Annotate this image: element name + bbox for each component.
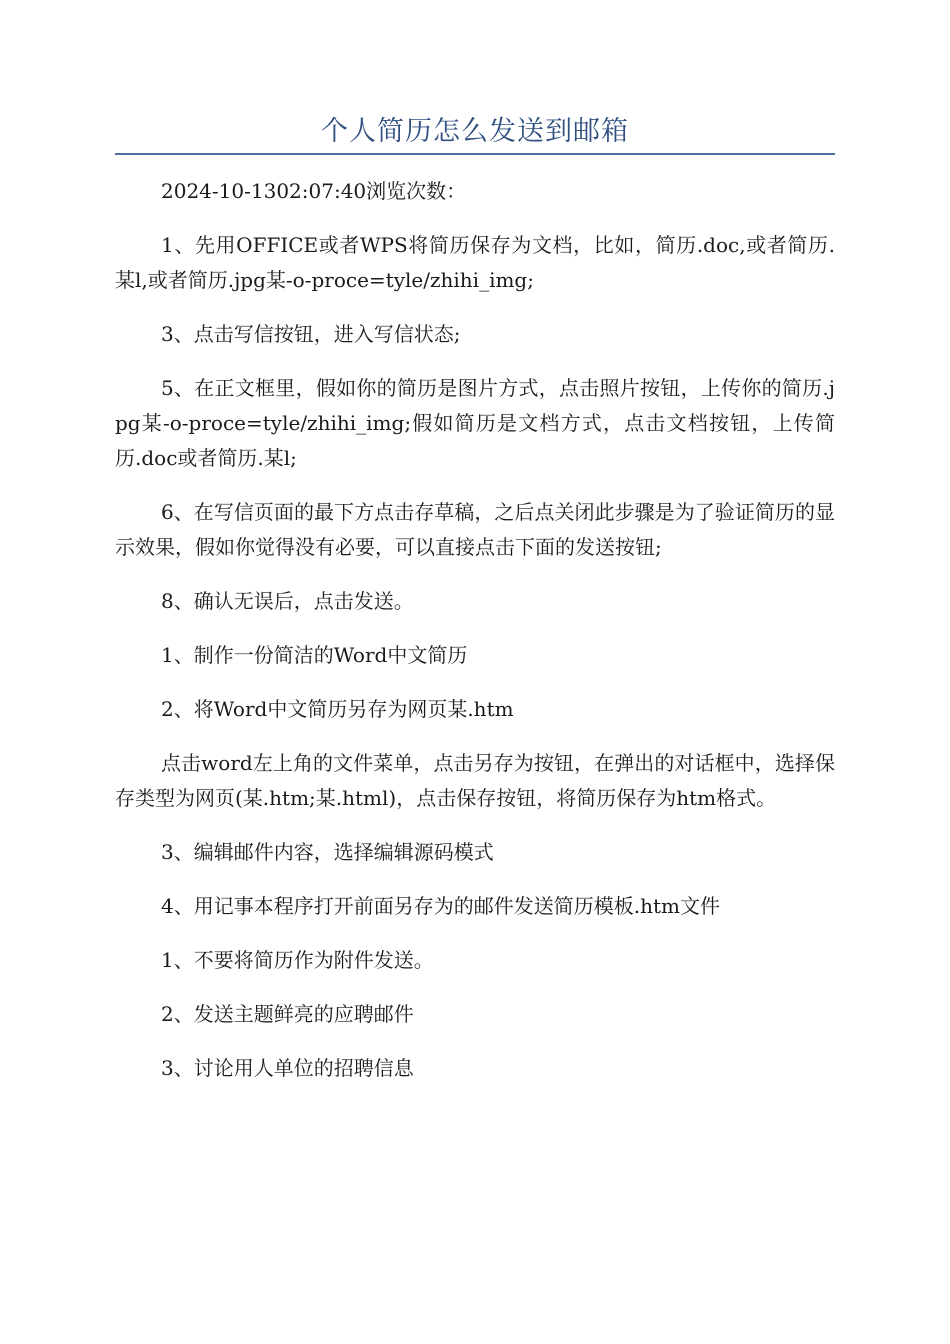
paragraph-meta: 2024-10-1302:07:40浏览次数： (161, 179, 467, 203)
paragraph: 1、制作一份简洁的Word中文简历 (161, 643, 468, 667)
paragraph: 1、先用OFFICE或者WPS将简历保存为文档，比如，简历.doc,或者简历.某l,或者简历.jpg某-o-proce=tyle/zhihi_img; (115, 233, 835, 292)
document-title: 个人简历怎么发送到邮箱 (321, 116, 629, 147)
paragraph: 1、不要将简历作为附件发送。 (161, 948, 434, 972)
title-underline (115, 153, 835, 155)
paragraph: 5、在正文框里，假如你的简历是图片方式，点击照片按钮，上传你的简历.jpg某-o-proce=tyle/zhihi_img;假如简历是文档方式，点击文档按钮，上传简历.doc或者简历.某l; (115, 376, 835, 470)
document-body (115, 174, 835, 1105)
paragraph: 3、讨论用人单位的招聘信息 (161, 1056, 414, 1080)
paragraph: 3、编辑邮件内容，选择编辑源码模式 (161, 840, 494, 864)
paragraph: 2、发送主题鲜亮的应聘邮件 (161, 1002, 414, 1026)
paragraph: 2、将Word中文简历另存为网页某.htm (161, 697, 514, 721)
paragraph: 8、确认无误后，点击发送。 (161, 589, 414, 613)
paragraph: 6、在写信页面的最下方点击存草稿，之后点关闭此步骤是为了验证简历的显示效果，假如你觉得没有必要，可以直接点击下面的发送按钮; (115, 500, 835, 559)
paragraph: 3、点击写信按钮，进入写信状态; (161, 322, 461, 346)
paragraph: 4、用记事本程序打开前面另存为的邮件发送简历模板.htm文件 (161, 894, 720, 918)
paragraph: 点击word左上角的文件菜单，点击另存为按钮，在弹出的对话框中，选择保存类型为网页(某.htm;某.html)，点击保存按钮，将简历保存为htm格式。 (115, 751, 835, 810)
